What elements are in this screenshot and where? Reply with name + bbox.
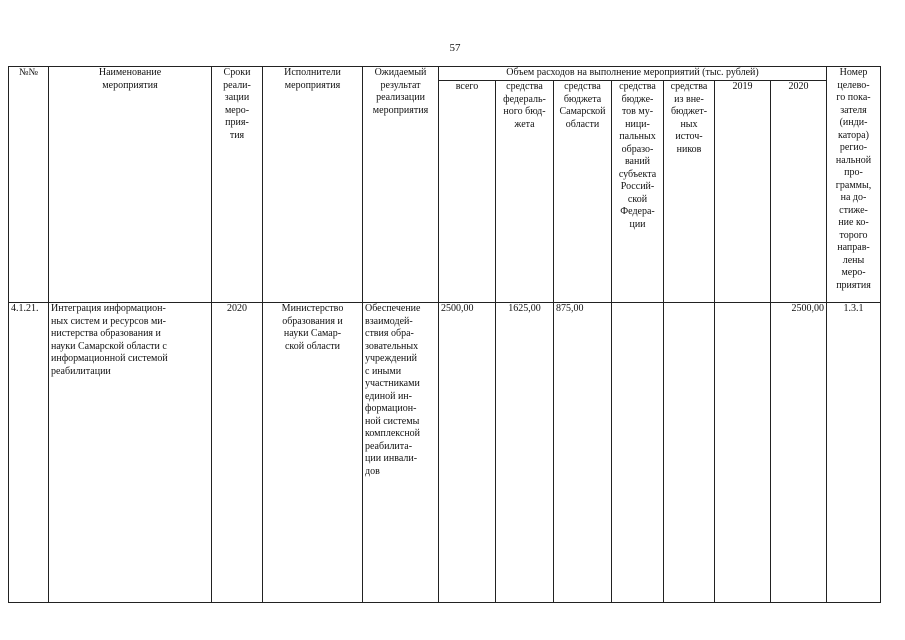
row-regional-budget: 875,00 — [554, 303, 612, 603]
header-num: №№ — [9, 67, 49, 303]
header-indicator: Номер целево- го пока- зателя (инди- катора) регио- нальной про- граммы, на до- стиже- ние ко- торого направ- лены меро- приятия — [827, 67, 881, 303]
header-year-2020: 2020 — [771, 81, 827, 303]
row-name: Интеграция информацион- ных систем и ресурсов ми- нистерства образования и науки Самарской области с информационной системой реабилитации — [49, 303, 212, 603]
row-expected-result: Обеспечение взаимодей- ствия обра- зовательных учреждений с иными участниками единой ин- формацион- ной системы комплексной реабилита- ции инвали- дов — [363, 303, 439, 603]
row-year-2019 — [715, 303, 771, 603]
header-name: Наименование мероприятия — [49, 67, 212, 303]
header-extrabudget: средства из вне- бюджет- ных источ- ников — [664, 81, 715, 303]
row-extrabudget — [664, 303, 715, 603]
row-total: 2500,00 — [439, 303, 496, 603]
row-municipal-budget — [612, 303, 664, 603]
table-row — [9, 303, 881, 603]
header-federal-budget: средства федераль- ного бюд- жета — [496, 81, 554, 303]
expenses-table — [8, 66, 881, 603]
header-expenses-group: Объем расходов на выполнение мероприятий (тыс. рублей) — [439, 67, 827, 81]
row-year-2020: 2500,00 — [771, 303, 827, 603]
header-municipal-budget: средства бюдже- тов му- ници- пальных образо- ваний субъекта Россий- ской Федера- ции — [612, 81, 664, 303]
header-executors: Исполнители мероприятия — [263, 67, 363, 303]
row-terms: 2020 — [212, 303, 263, 603]
header-expected-result: Ожидаемый результат реализации мероприятия — [363, 67, 439, 303]
header-total: всего — [439, 81, 496, 303]
header-terms: Сроки реали- зации меро- прия- тия — [212, 67, 263, 303]
header-year-2019: 2019 — [715, 81, 771, 303]
row-executors: Министерство образования и науки Самар- ской области — [263, 303, 363, 603]
row-num: 4.1.21. — [9, 303, 49, 603]
header-regional-budget: средства бюджета Самарской области — [554, 81, 612, 303]
row-federal-budget: 1625,00 — [496, 303, 554, 603]
row-indicator: 1.3.1 — [827, 303, 881, 603]
page-number: 57 — [449, 42, 461, 54]
